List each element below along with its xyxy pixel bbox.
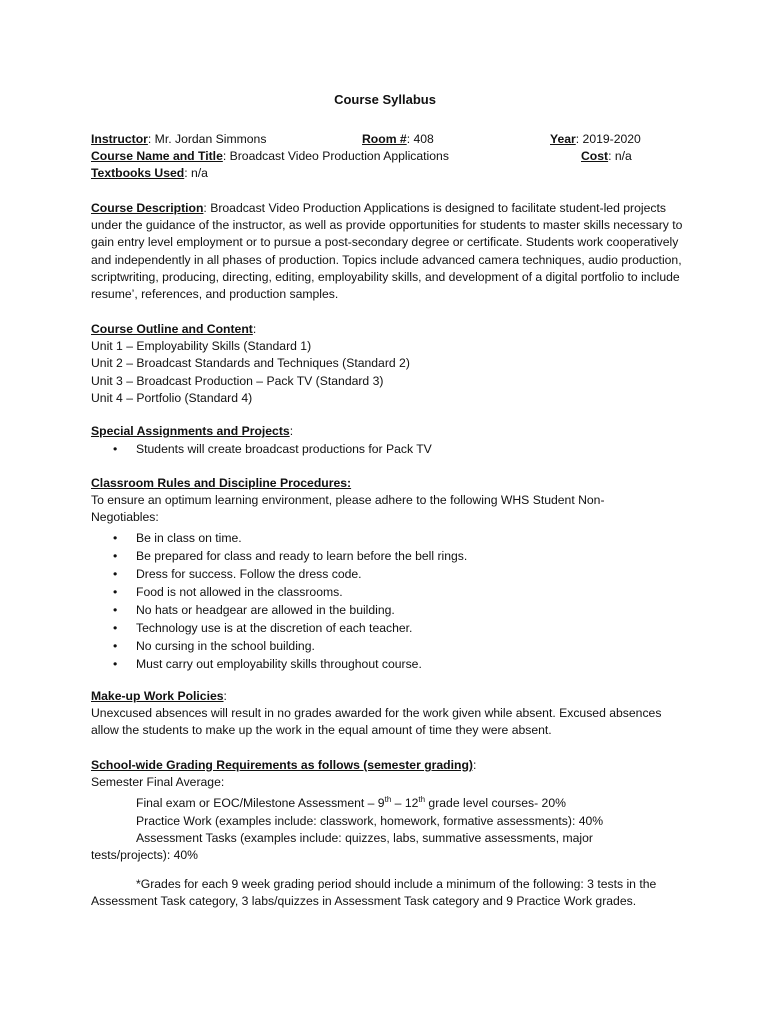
bullet-icon: • <box>113 442 118 457</box>
course-label: Course Name and Title <box>91 149 223 163</box>
list-item: • Food is not allowed in the classrooms. <box>113 584 343 599</box>
semester-label: Semester Final Average: <box>91 775 225 790</box>
list-item: • No cursing in the school building. <box>113 638 315 653</box>
unit-item: Unit 1 – Employability Skills (Standard 1) <box>91 339 312 354</box>
bullet-icon: • <box>113 548 118 563</box>
page-title: Course Syllabus <box>334 92 436 107</box>
course-outline: Course Outline and Content: Unit 1 – Employability Skills (Standard 1) Unit 2 – Broadcast Standards and Techniques (Standard 2) Unit 3 – Broadcast Production – Pack TV (Standard 3) Unit 4 – Portfolio (Standard 4) <box>91 321 683 407</box>
bullet-icon: • <box>113 602 118 617</box>
room-value: : 408 <box>406 132 434 146</box>
list-item: • Be prepared for class and ready to learn before the bell rings. <box>113 548 468 563</box>
grading-label: School-wide Grading Requirements as follows (semester grading) <box>91 758 473 772</box>
course-value: : Broadcast Video Production Applications <box>222 149 449 163</box>
room-label: Room # <box>362 132 407 146</box>
cost-label: Cost <box>581 149 609 163</box>
bullet-icon: • <box>113 638 118 653</box>
bullet-icon: • <box>113 566 118 581</box>
list-item: • Technology use is at the discretion of each teacher. <box>113 620 413 635</box>
list-item: • Students will create broadcast productions for Pack TV <box>113 442 432 457</box>
room-line <box>362 131 434 148</box>
final-exam-weight: Final exam or EOC/Milestone Assessment – 9th – 12th grade level courses- 20% <box>136 795 566 811</box>
year-value: : 2019-2020 <box>575 132 641 146</box>
bullet-icon: • <box>113 530 118 545</box>
makeup-policies: Make-up Work Policies: Unexcused absences will result in no grades awarded for the work given while absent. Excused absences allow the students to make up the work in the equal amount of time they were absent. <box>91 688 683 740</box>
grading-requirements: School-wide Grading Requirements as follows (semester grading): Semester Final Average: Final exam or EOC/Milestone Assessment – 9th – 12th grade level courses- 20% Practice Work (examples include: classwork, homework, formative assessments): 40% Assessment Tasks (examples include: quizzes, labs, summative assessments, major tests/projects): 40% <box>91 757 683 864</box>
special-assignments: Special Assignments and Projects: • Students will create broadcast productions for Pack TV <box>91 423 683 458</box>
grading-note <box>91 876 683 910</box>
special-label: Special Assignments and Projects <box>91 424 290 438</box>
makeup-label: Make-up Work Policies <box>91 689 224 703</box>
cost-line <box>581 148 632 165</box>
course-line <box>91 148 449 165</box>
cost-value: : n/a <box>608 149 632 163</box>
textbooks-line <box>91 165 208 182</box>
rules-label: Classroom Rules and Discipline Procedures: <box>91 476 352 490</box>
description-text: : Broadcast Video Production Applications is designed to facilitate student-led projects under the guidance of the instructor, as well as provide opportunities for students to master skills necessary to gain entry level employment or to pursue a post-secondary degree or certificate. Students work cooperatively and independently in all phases of production. Topics include advanced camera techniques, audio production, scriptwriting, producing, directing, editing, employability skills, and development of a digital portfolio to include resume’, references, and production samples. <box>91 201 683 302</box>
list-item: • Be in class on time. <box>113 530 242 545</box>
textbooks-value: : n/a <box>184 166 208 180</box>
year-label: Year <box>550 132 576 146</box>
makeup-text: Unexcused absences will result in no grades awarded for the work given while absent. Excused absences allow the students to make up the work in the equal amount of time they were absent. <box>91 706 662 738</box>
unit-item: Unit 3 – Broadcast Production – Pack TV (Standard 3) <box>91 373 384 388</box>
instructor-label: Instructor <box>91 132 148 146</box>
instructor-line <box>91 131 266 148</box>
bullet-icon: • <box>113 620 118 635</box>
practice-weight: Practice Work (examples include: classwork, homework, formative assessments): 40% <box>136 813 604 828</box>
textbooks-label: Textbooks Used <box>91 166 185 180</box>
description-label: Course Description <box>91 201 204 215</box>
grading-note-text: *Grades for each 9 week grading period should include a minimum of the following: 3 tests in the Assessment Task category, 3 labs/quizzes in Assessment Task category and 9 Practice Work grades. <box>91 877 657 909</box>
instructor-value: : Mr. Jordan Simmons <box>147 132 267 146</box>
rules-intro: To ensure an optimum learning environment, please adhere to the following WHS Student Non-Negotiables: <box>91 493 605 525</box>
list-item: • Must carry out employability skills throughout course. <box>113 656 422 671</box>
bullet-icon: • <box>113 656 118 671</box>
classroom-rules <box>91 475 683 673</box>
list-item: • Dress for success. Follow the dress code. <box>113 566 362 581</box>
assessment-weight: Assessment Tasks (examples include: quizzes, labs, summative assessments, major <box>136 830 593 845</box>
year-line <box>550 131 641 148</box>
list-item: • No hats or headgear are allowed in the building. <box>113 602 395 617</box>
course-description <box>91 200 683 303</box>
unit-item: Unit 4 – Portfolio (Standard 4) <box>91 390 253 405</box>
outline-label: Course Outline and Content <box>91 322 253 336</box>
bullet-icon: • <box>113 584 118 599</box>
unit-item: Unit 2 – Broadcast Standards and Techniques (Standard 2) <box>91 356 410 371</box>
assessment-weight-cont: tests/projects): 40% <box>91 848 199 863</box>
